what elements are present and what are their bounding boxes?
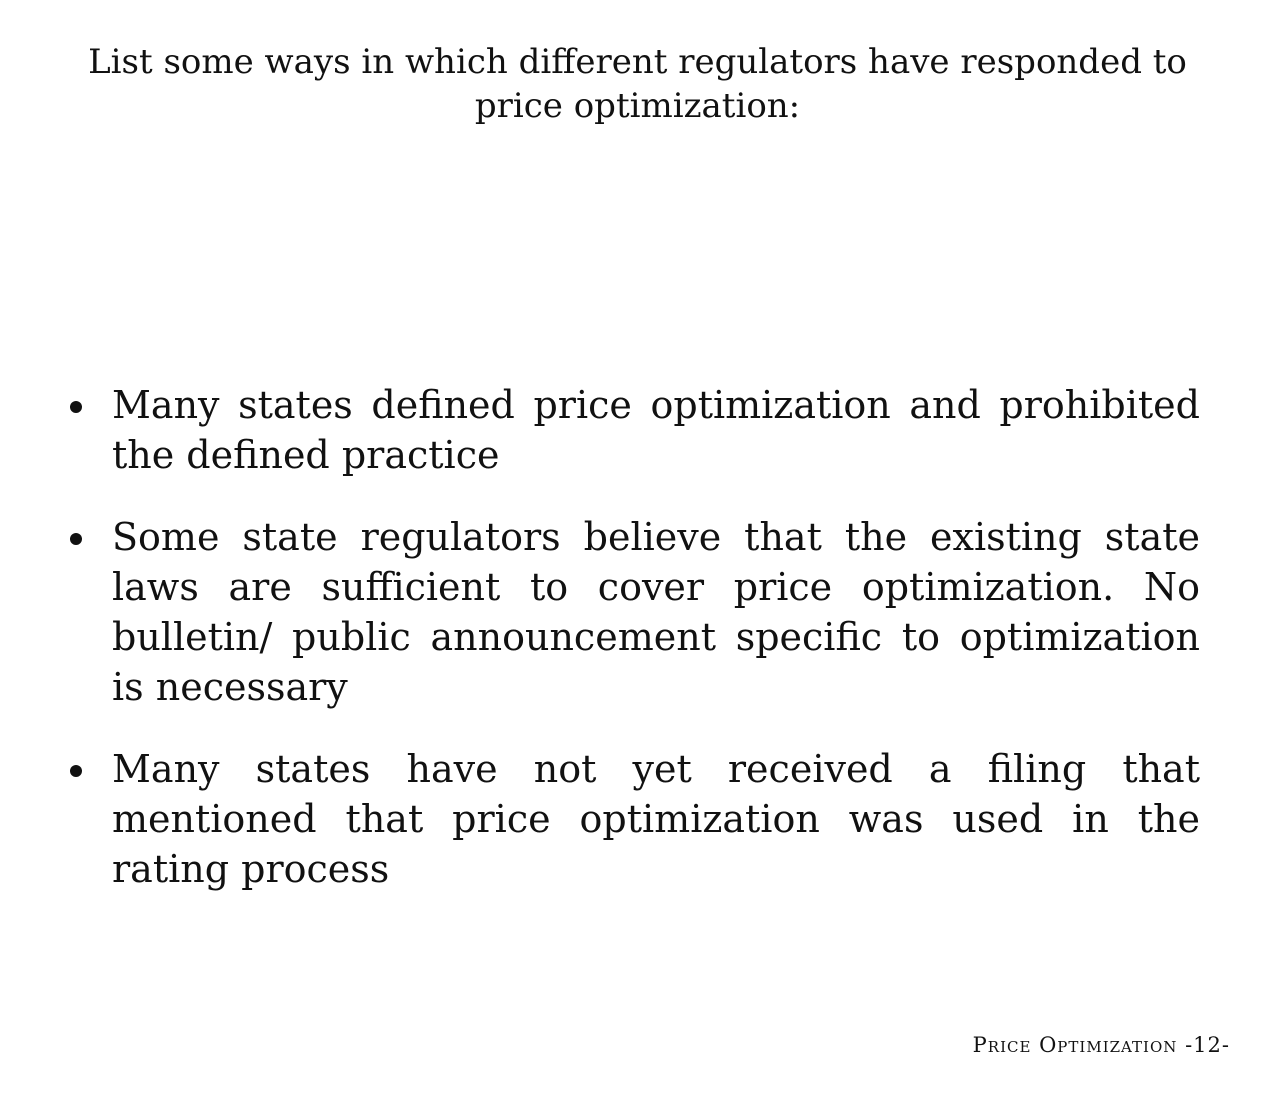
- bullet-icon: [70, 765, 82, 777]
- slide-title: List some ways in which different regulators have responded to price optimization:: [88, 42, 1187, 126]
- bullet-item-2: [60, 512, 1200, 712]
- bullet-item-3: [60, 744, 1200, 894]
- bullet-text: Some state regulators believe that the existing state laws are sufficient to cover price optimization. No bulletin/ public announcement specific to optimization is necessary: [112, 515, 1200, 709]
- footer-label: Price Optimization -12-: [972, 1033, 1230, 1057]
- bullet-list: [60, 380, 1200, 926]
- bullet-icon: [70, 401, 82, 413]
- bullet-item-1: [60, 380, 1200, 480]
- bullet-text: Many states defined price optimization and prohibited the defined practice: [112, 383, 1200, 477]
- bullet-icon: [70, 533, 82, 545]
- bullet-text: Many states have not yet received a filing that mentioned that price optimization was used in the rating process: [112, 747, 1200, 891]
